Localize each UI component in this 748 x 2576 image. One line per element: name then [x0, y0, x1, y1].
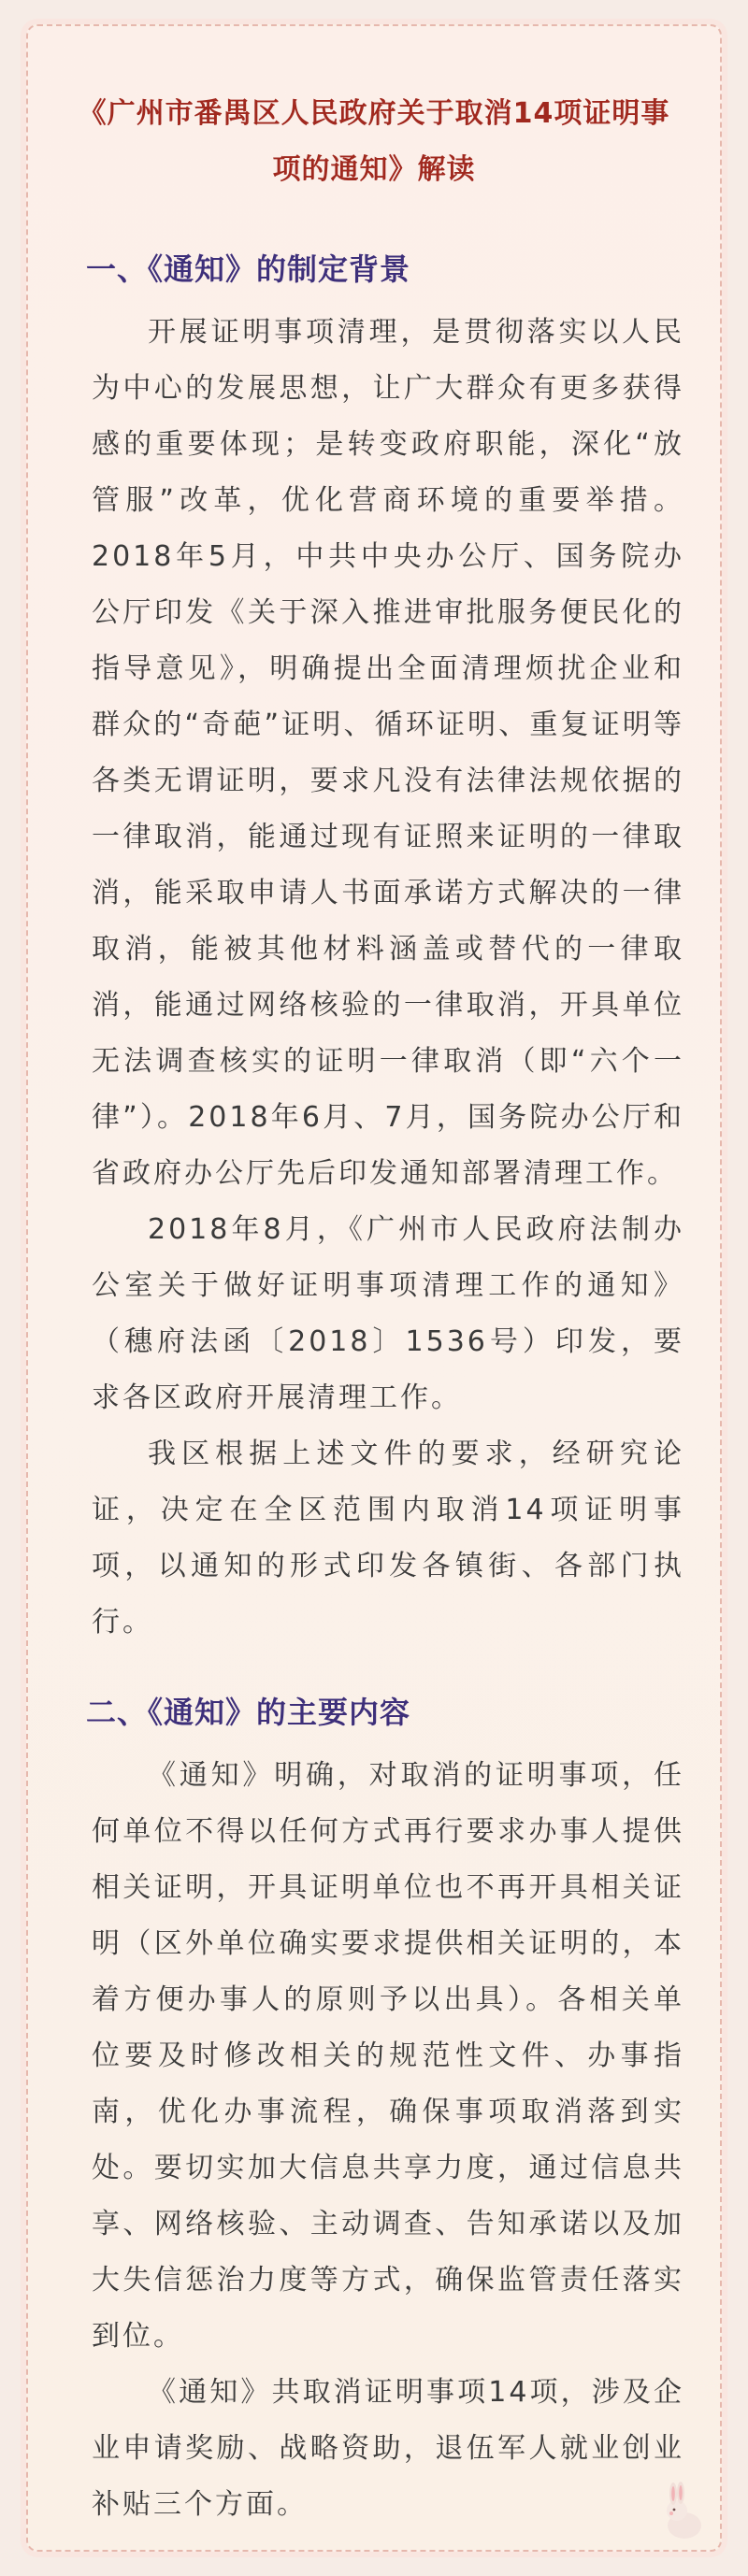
bunny-decoration-icon [654, 2479, 711, 2544]
page-title: 《广州市番禺区人民政府关于取消14项证明事项的通知》解读 [78, 97, 670, 186]
paragraph: 《通知》明确，对取消的证明事项，任何单位不得以任何方式再行要求办事人提供相关证明，开具证明单位也不再开具相关证明（区外单位确实要求提供相关证明的，本着方便办事人的原则予以出具）。各相关单位要及时修改相关的规范性文件、办事指南，优化办事流程，确保事项取消落到实处。要切实加大信息共享力度，通过信息共享、网络核验、主动调查、告知承诺以及加大失信惩治力度等方式，确保监管责任落实到位。 [92, 1759, 684, 2353]
section-heading: 二、《通知》的主要内容 [86, 1695, 411, 1730]
section-background [64, 245, 684, 1651]
paragraph: 2018年8月，《广州市人民政府法制办公室关于做好证明事项清理工作的通知》（穗府法函〔2018〕1536号）印发，要求各区政府开展清理工作。 [92, 1213, 684, 1414]
section-heading: 一、《通知》的制定背景 [86, 251, 411, 287]
paragraph: 我区根据上述文件的要求，经研究论证，决定在全区范围内取消14项证明事项，以通知的形式印发各镇街、各部门执行。 [92, 1438, 684, 1639]
section-spacer [64, 1651, 684, 1688]
paragraph: 《通知》共取消证明事项14项，涉及企业申请奖励、战略资助，退伍军人就业创业补贴三个方面。 [92, 2376, 684, 2521]
content-card [26, 24, 722, 2552]
section-main-content [64, 1688, 684, 2533]
paragraph: 开展证明事项清理，是贯彻落实以人民为中心的发展思想，让广大群众有更多获得感的重要体现；是转变政府职能，深化“放管服”改革，优化营商环境的重要举措。2018年5月，中共中央办公厅、国务院办公厅印发《关于深入推进审批服务便民化的指导意见》，明确提出全面清理烦扰企业和群众的“奇葩”证明、循环证明、重复证明等各类无谓证明，要求凡没有法律法规依据的一律取消，能通过现有证照来证明的一律取消，能采取申请人书面承诺方式解决的一律取消，能被其他材料涵盖或替代的一律取消，能通过网络核验的一律取消，开具单位无法调查核实的证明一律取消（即“六个一律”）。2018年6月、7月，国务院办公厅和省政府办公厅先后印发通知部署清理工作。 [92, 316, 684, 1190]
